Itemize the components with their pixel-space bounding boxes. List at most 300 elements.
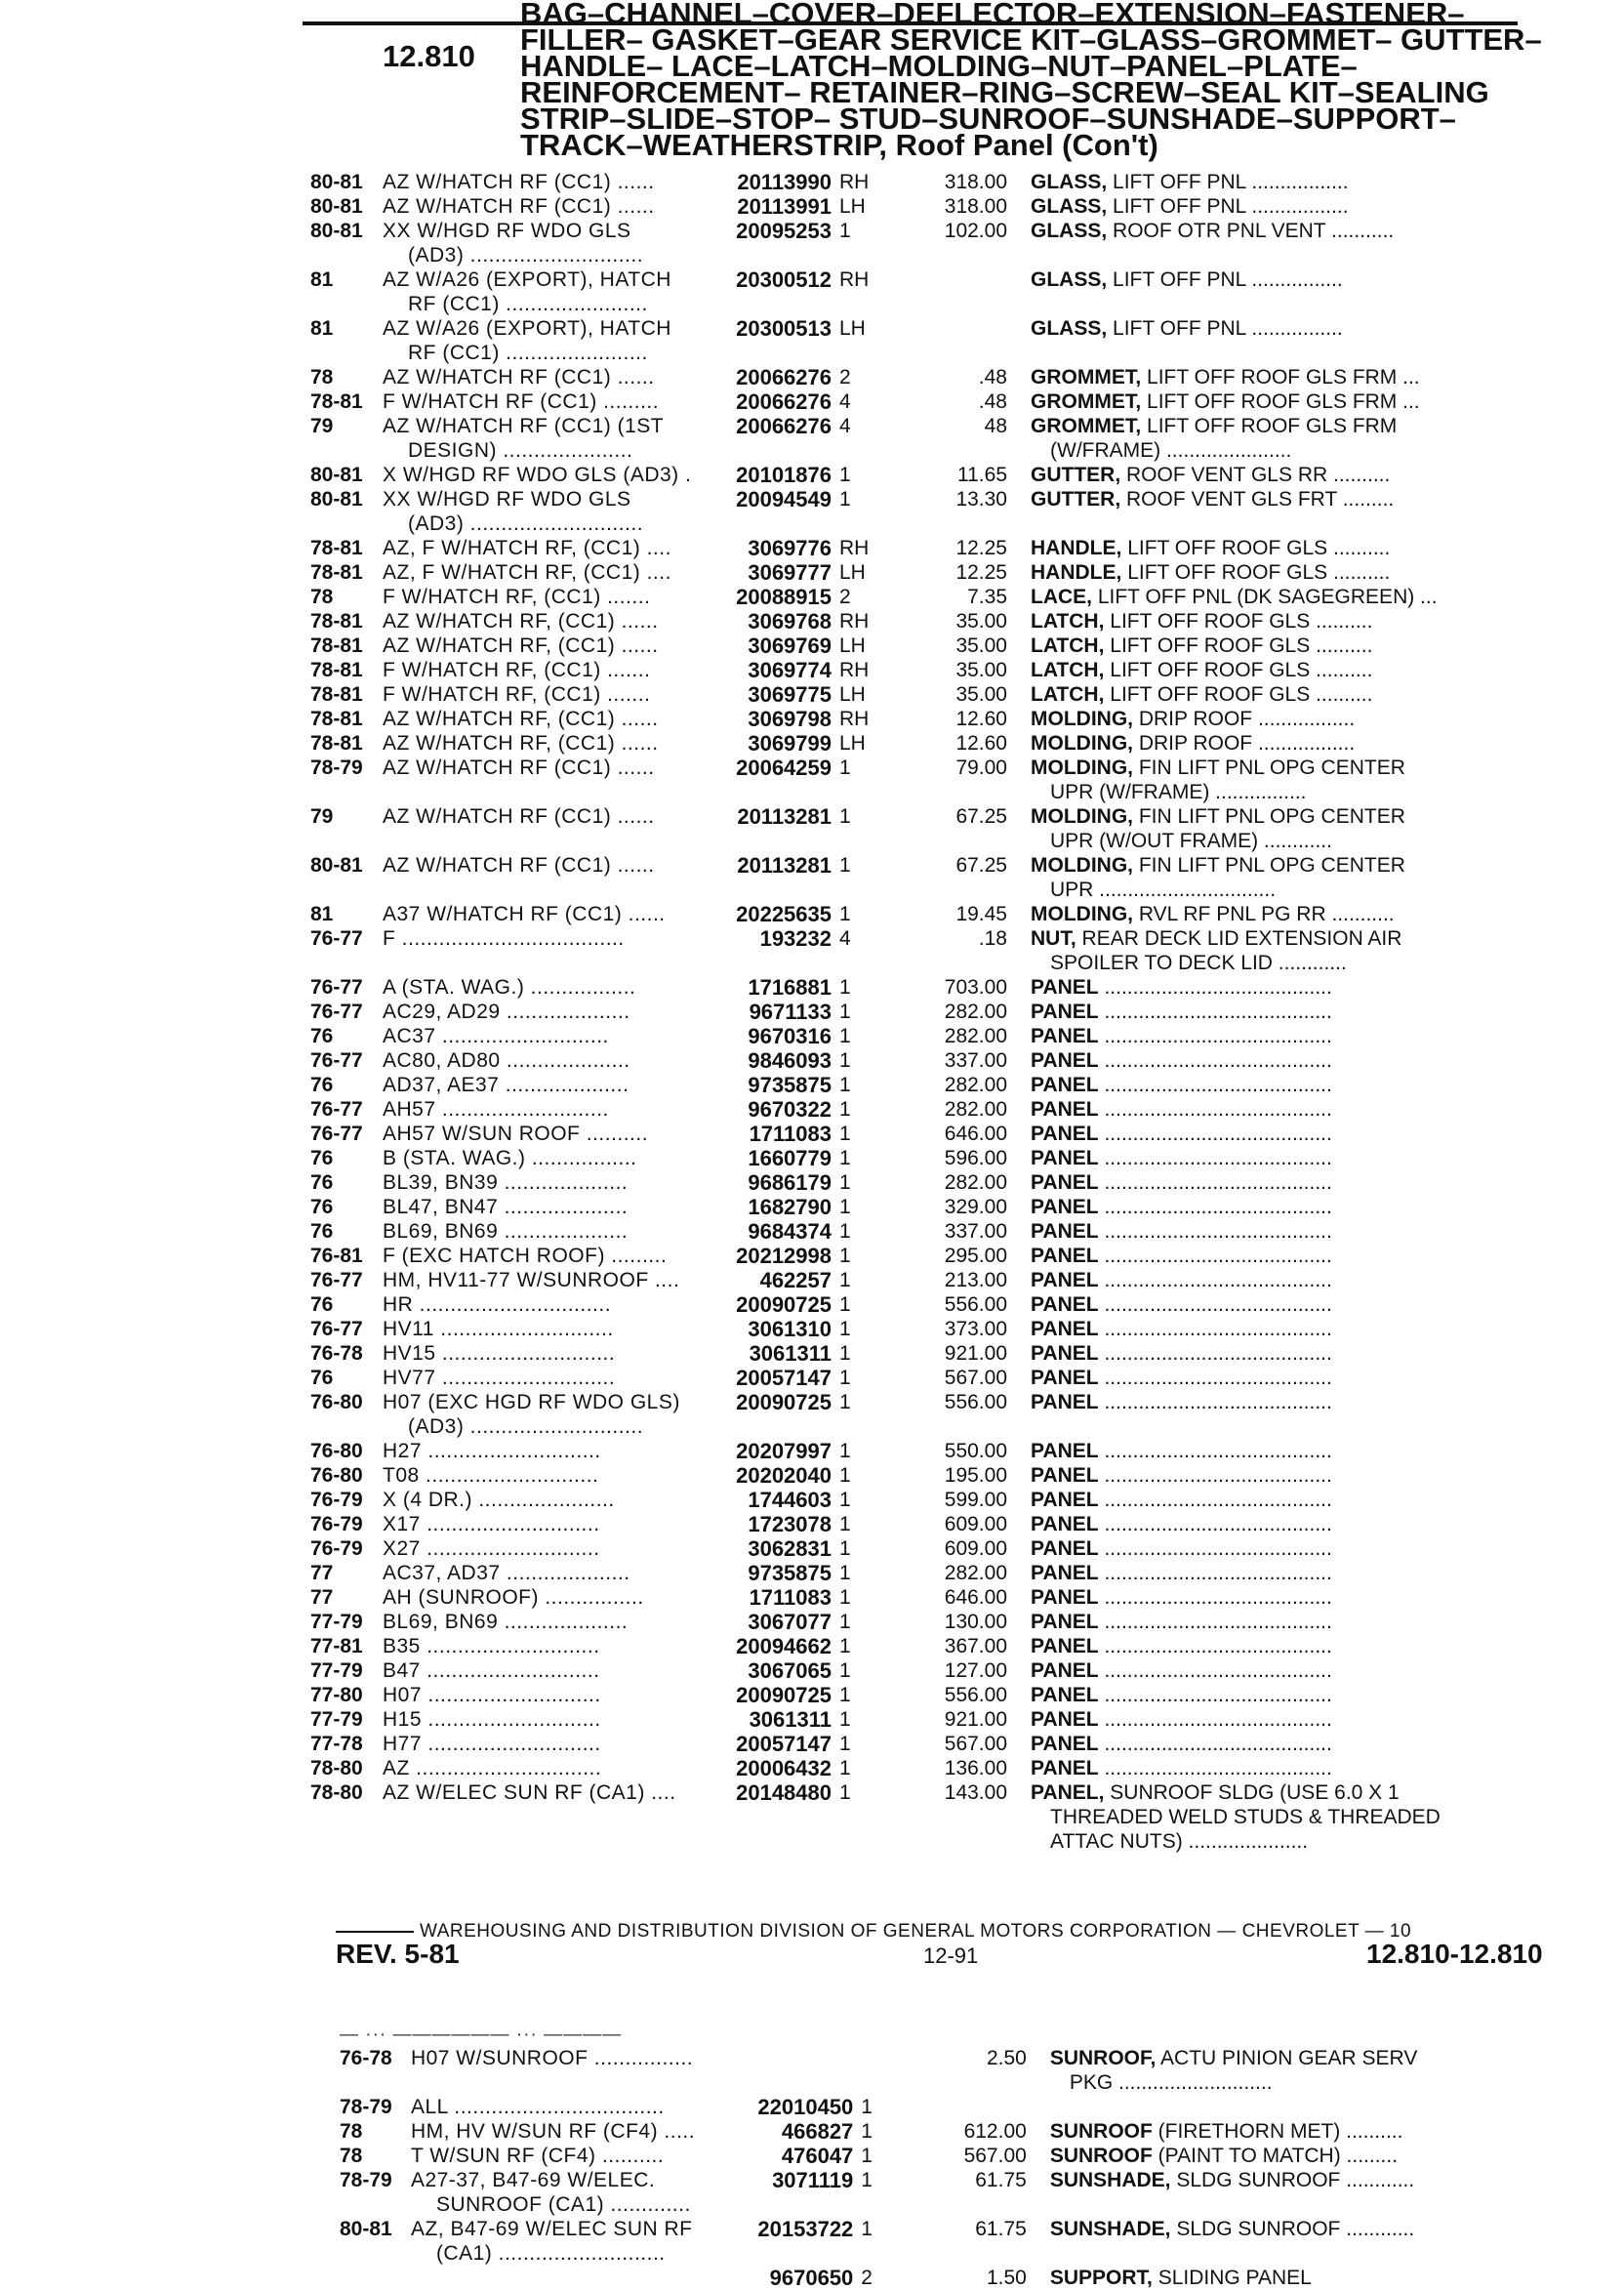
model-year: 76-77 [310,1001,363,1023]
description [1031,1268,1558,1292]
part-number: 3062831 [748,1536,832,1561]
description [1031,414,1558,463]
part-number: 20095253 [736,219,832,243]
part-noun: GROMMET, [1031,366,1142,388]
model-year: 76-77 [310,976,363,999]
table-row [310,1195,1589,1219]
table-row [310,1658,1589,1683]
description-text: LIFT OFF ROOF GLS FRM ... [1147,366,1420,388]
part-number: 9671133 [749,1000,832,1024]
description-text: ROOF OTR PNL VENT ........... [1113,220,1395,242]
description-text: LIFT OFF ROOF GLS .......... [1110,610,1373,633]
quantity: 1 [839,1098,851,1121]
table-row [340,2266,1569,2290]
quantity: 1 [861,2169,873,2191]
description-continued: THREADED WELD STUDS & THREADED [1050,1806,1441,1828]
part-number: 20090725 [736,1390,832,1414]
application [383,731,734,756]
quantity: 2 [839,586,851,608]
description [1031,1732,1558,1756]
list-price: 556.00 [944,1684,1007,1706]
table-row [310,170,1589,194]
quantity: 1 [839,1074,851,1096]
quantity: 1 [839,1367,851,1389]
description [1031,756,1558,804]
list-price: 556.00 [944,1391,1007,1413]
description [1031,1512,1558,1536]
description [1031,194,1558,219]
table-row [310,1122,1589,1146]
section-title-text: BAG–CHANNEL–COVER–DEFLECTOR–EXTENSION–FASTENER– FILLER– GASKET–GEAR SERVICE KIT–GLASS–GROMMET– GUTTER–HANDLE– LACE–LATCH–MOLDING–NUT–PANEL–PLATE– REINFORCEMENT– RETAINER–RING–SCREW–SEAL KIT–SEALING STRIP–SLIDE–STOP– STUD–SUNROOF–SUNSHADE–SUPPORT–TRACK–WEATHERSTRIP, [520,0,1542,162]
part-noun: MOLDING, [1031,805,1133,828]
description-text: ........................................ [1104,1391,1332,1413]
part-number: 20153722 [757,2217,854,2241]
application [383,1317,734,1341]
part-noun: SUNSHADE, [1049,2218,1171,2240]
quantity: 1 [839,1611,851,1633]
table-row [310,1146,1589,1170]
part-number: 20113991 [737,194,832,219]
model-year: 78-79 [340,2169,392,2191]
application [383,585,734,609]
part-noun: HANDLE, [1031,561,1122,584]
part-noun: PANEL [1031,1074,1099,1096]
description [1031,219,1558,243]
part-noun: PANEL [1031,1001,1099,1023]
description [1031,1317,1558,1341]
quantity: 1 [839,903,851,925]
model-year: 76-77 [310,1269,363,1291]
quantity: 1 [839,1123,851,1145]
description-text: ........................................ [1104,1586,1332,1609]
part-noun: SUPPORT, [1049,2267,1153,2289]
quantity: 1 [839,464,851,486]
description [1031,1195,1558,1219]
application-text: BL47, BN47 .................... [383,1196,629,1218]
model-year: 76 [310,1025,334,1047]
list-price: 373.00 [944,1318,1007,1340]
model-year: 76-77 [310,1049,363,1072]
quantity: 1 [861,2218,873,2240]
part-number: 9684374 [748,1219,832,1244]
part-number: 20057147 [736,1732,832,1756]
description [1031,1097,1558,1122]
model-year: 76-79 [310,1537,363,1560]
model-year: 76-81 [310,1245,363,1267]
model-year: 76 [310,1367,334,1389]
description [1031,975,1558,1000]
description [1031,1585,1558,1610]
part-number: 3061311 [749,1707,832,1732]
application [383,902,734,926]
quantity: 1 [839,1318,851,1340]
part-number: 9735875 [748,1073,832,1097]
table-row [310,1390,1589,1439]
footer-division-line: WAREHOUSING AND DISTRIBUTION DIVISION OF GENERAL MOTORS CORPORATION — CHEVROLET — 10 [336,1921,1569,1942]
table-row [310,1048,1589,1073]
description-text: ........................................ [1104,1293,1332,1316]
description-text: ........................................ [1104,1367,1332,1389]
table-row [310,804,1589,853]
part-noun: PANEL [1031,1464,1099,1487]
table-row [310,609,1589,634]
application-text: AZ W/HATCH RF (CC1) (1ST [383,415,665,437]
part-noun: PANEL [1031,1123,1099,1145]
application [383,975,734,1000]
model-year: 76-77 [310,927,363,950]
quantity: 1 [839,1171,851,1194]
model-year: 76-79 [310,1513,363,1535]
next-page-fragment [340,2030,1569,2290]
quantity: 1 [861,2120,873,2143]
quantity: 1 [839,1001,851,1023]
part-noun: PANEL [1031,1098,1099,1121]
description-text: ........................................ [1104,1684,1332,1706]
application [383,1292,734,1317]
part-number: 1716881 [748,975,832,1000]
part-noun: SUNROOF, [1049,2047,1157,2069]
application [411,2095,757,2119]
description [1031,1000,1558,1024]
list-price: 318.00 [944,171,1007,193]
list-price: 295.00 [944,1245,1007,1267]
model-year: 78-80 [310,1781,363,1804]
model-year: 78 [340,2145,363,2167]
part-noun: PANEL [1031,1537,1099,1560]
table-row [310,707,1589,731]
list-price: 67.25 [955,805,1007,828]
part-noun: PANEL [1031,1708,1099,1731]
description [1031,1244,1558,1268]
application-continued: (AD3) ............................ [408,244,644,266]
quantity: 1 [839,1342,851,1365]
part-number: 20066276 [736,365,832,389]
description [1031,170,1558,194]
application [383,1732,734,1756]
part-noun: PANEL [1031,1391,1099,1413]
list-price: 1.50 [986,2267,1027,2289]
footer-page-number: 12-91 [923,1943,979,1968]
application [383,1463,734,1488]
description-text: LIFT OFF ROOF GLS FRM ... [1147,390,1420,413]
part-noun: PANEL [1031,1733,1099,1755]
table-row [310,1219,1589,1244]
model-year: 76-80 [310,1391,363,1413]
list-price: 567.00 [963,2145,1027,2167]
description-text: ROOF VENT GLS FRT ......... [1126,488,1395,511]
description [1031,365,1558,389]
description-text: ........................................ [1104,1001,1332,1023]
application [383,1268,734,1292]
quantity: 1 [839,1464,851,1487]
part-noun: GUTTER, [1031,488,1121,511]
application-text: HV15 ............................ [383,1342,616,1365]
description-continued: UPR (W/OUT FRAME) ............ [1050,830,1332,852]
table-row [310,1097,1589,1122]
list-price: 61.75 [975,2218,1027,2240]
list-price: 48 [984,415,1007,437]
part-number: 20064259 [736,756,832,780]
application [383,926,734,951]
application-text: X W/HGD RF WDO GLS (AD3) . [383,464,692,486]
list-price: 79.00 [955,757,1007,779]
table-row [310,1317,1589,1341]
table-row [310,634,1589,658]
description-continued: (W/FRAME) ...................... [1050,439,1292,462]
application [383,1097,734,1122]
description-text: ........................................ [1104,1147,1332,1169]
description-text: (FIRETHORN MET) .......... [1157,2120,1403,2143]
application-text: X (4 DR.) ...................... [383,1489,615,1511]
table-row [310,219,1589,267]
table-row [340,2144,1569,2168]
part-number: 20094662 [736,1634,832,1658]
description [1031,609,1558,634]
application-text: H27 ............................ [383,1440,601,1462]
part-number: 3069776 [748,536,832,560]
part-noun: GROMMET, [1031,415,1142,437]
description [1031,926,1558,975]
application [383,756,734,780]
list-price: .48 [978,366,1007,388]
application [383,1366,734,1390]
part-number: 3061311 [749,1341,832,1366]
table-row [340,2095,1569,2119]
description [1031,389,1558,414]
description-text: REAR DECK LID EXTENSION AIR [1081,927,1402,950]
description [1050,2168,1569,2192]
model-year: 81 [310,317,334,340]
part-number: 20300513 [736,316,832,341]
part-noun: MOLDING, [1031,854,1133,877]
table-row [310,1488,1589,1512]
model-year: 78-81 [310,659,363,681]
quantity: 1 [839,1049,851,1072]
part-noun: PANEL [1031,1293,1099,1316]
part-noun: PANEL [1031,1513,1099,1535]
application-text: BL69, BN69 .................... [383,1220,629,1243]
application [383,1439,734,1463]
description [1031,1683,1558,1707]
part-number: 3067065 [748,1658,832,1683]
part-number: 1682790 [748,1195,832,1219]
application-continued: (AD3) ............................ [408,512,644,535]
part-number: 20066276 [736,389,832,414]
application-text: F W/HATCH RF, (CC1) ....... [383,586,651,608]
description-text: FIN LIFT PNL OPG CENTER [1138,854,1405,877]
table-row [310,975,1589,1000]
list-price: 337.00 [944,1220,1007,1243]
application-text: HV11 ............................ [383,1318,614,1340]
description-text: SLDG SUNROOF ............ [1176,2169,1415,2191]
description-text: SLDG SUNROOF ............ [1176,2218,1415,2240]
description [1050,2119,1569,2144]
model-year: 80-81 [310,464,363,486]
table-row [310,1341,1589,1366]
description [1031,1658,1558,1683]
quantity: 1 [839,1537,851,1560]
application-continued: (AD3) ............................ [408,1415,644,1438]
description-text: ROOF VENT GLS RR .......... [1126,464,1391,486]
description [1050,2266,1569,2290]
part-number: 3069775 [748,682,832,707]
application [383,267,734,316]
description [1031,634,1558,658]
table-row [310,585,1589,609]
application [383,1658,734,1683]
part-number: 20090725 [736,1292,832,1317]
application-text: AZ W/HATCH RF (CC1) ...... [383,805,655,828]
description-text: LIFT OFF ROOF GLS .......... [1110,683,1373,706]
description-text: ........................................ [1104,1171,1332,1194]
part-number: 20101876 [736,463,832,487]
description [1031,1366,1558,1390]
part-noun: LATCH, [1031,659,1105,681]
application [383,1170,734,1195]
list-price: .18 [978,927,1007,950]
description-text: (PAINT TO MATCH) ......... [1157,2145,1399,2167]
quantity: 1 [839,1147,851,1169]
description-text: DRIP ROOF ................. [1138,708,1356,730]
application-text: B35 ............................ [383,1635,600,1657]
description [1031,1536,1558,1561]
part-number: 9846093 [748,1048,832,1073]
quantity: 1 [839,1196,851,1218]
application [383,853,734,878]
table-row [310,267,1589,316]
quantity: 1 [839,1733,851,1755]
part-noun: HANDLE, [1031,537,1122,559]
application-text: BL39, BN39 .................... [383,1171,629,1194]
quantity: LH [839,195,866,218]
application-text: AZ, F W/HATCH RF, (CC1) .... [383,537,671,559]
part-noun: MOLDING, [1031,708,1133,730]
list-price: 921.00 [944,1708,1007,1731]
table-row [310,536,1589,560]
list-price: 282.00 [944,1098,1007,1121]
application [383,365,734,389]
part-noun: GROMMET, [1031,390,1142,413]
part-noun: GLASS, [1031,317,1108,340]
application-text: H07 (EXC HGD RF WDO GLS) [383,1391,680,1413]
application-text: AH57 ........................... [383,1098,609,1121]
list-price: 612.00 [963,2120,1027,2143]
part-number: 3069777 [748,560,832,585]
application [411,2217,757,2266]
table-row [310,1756,1589,1780]
application-text: AZ W/A26 (EXPORT), HATCH [383,317,671,340]
table-row [310,1000,1589,1024]
quantity: 4 [839,390,851,413]
application-text: HV77 ............................ [383,1367,616,1389]
quantity: 1 [839,1684,851,1706]
description-text: FIN LIFT PNL OPG CENTER [1138,757,1405,779]
part-number: 462257 [759,1268,832,1292]
description-continued: PKG ........................... [1069,2071,1273,2094]
application [383,682,734,707]
description [1050,2144,1569,2168]
quantity: 1 [839,1513,851,1535]
description [1031,487,1558,511]
list-price: 19.45 [955,903,1007,925]
table-row [310,853,1589,902]
model-year: 76 [310,1171,334,1194]
model-year: 77-79 [310,1611,363,1633]
application [383,316,734,365]
list-price: 550.00 [944,1440,1007,1462]
model-year: 78-79 [340,2096,392,2118]
list-price: 282.00 [944,1562,1007,1584]
part-noun: LATCH, [1031,634,1105,657]
application [383,1048,734,1073]
description [1031,1439,1558,1463]
part-number: 20088915 [736,585,832,609]
description-text: ........................................ [1104,1659,1332,1682]
list-price: 556.00 [944,1293,1007,1316]
quantity: 1 [839,1586,851,1609]
part-noun: PANEL [1031,1220,1099,1243]
application-text: A27-37, B47-69 W/ELEC. [410,2169,656,2191]
model-year: 77-80 [310,1684,363,1706]
quantity: 1 [839,805,851,828]
description [1031,1073,1558,1097]
description [1031,1122,1558,1146]
quantity: LH [839,561,866,584]
quantity: RH [839,171,870,193]
application-text: AZ W/HATCH RF (CC1) ...... [383,366,655,388]
list-price: 7.35 [967,586,1007,608]
description [1031,1780,1558,1854]
table-row [310,1780,1589,1854]
description [1031,902,1558,926]
description [1031,707,1558,731]
quantity: 1 [839,1562,851,1584]
model-year: 76-78 [310,1342,363,1365]
application [383,1219,734,1244]
part-noun: LATCH, [1031,683,1105,706]
model-year: 76-77 [310,1318,363,1340]
model-year: 78-81 [310,537,363,559]
part-number: 20090725 [736,1683,832,1707]
application [383,804,734,829]
model-year: 76-77 [310,1098,363,1121]
model-year: 76 [310,1147,334,1169]
part-noun: PANEL [1031,1635,1099,1657]
part-number: 20212998 [736,1244,832,1268]
part-number: 9670316 [748,1024,832,1048]
description [1031,1561,1558,1585]
model-year: 80-81 [310,488,363,511]
model-year: 77-78 [310,1733,363,1755]
application [383,414,734,463]
description-text: LIFT OFF PNL ................ [1113,268,1343,291]
quantity: 4 [839,415,851,437]
table-row [310,1463,1589,1488]
application-text: AC29, AD29 .................... [383,1001,630,1023]
model-year: 78 [340,2120,363,2143]
application [383,194,734,219]
table-row [310,731,1589,756]
quantity: 1 [839,1293,851,1316]
list-price: 609.00 [944,1513,1007,1535]
part-number: 20202040 [736,1463,832,1488]
description-continued: SPOILER TO DECK LID ............ [1050,952,1347,974]
table-row [310,365,1589,389]
part-noun: PANEL [1031,1440,1099,1462]
part-noun: MOLDING, [1031,903,1133,925]
application [383,1756,734,1780]
application-text: AZ W/A26 (EXPORT), HATCH [383,268,671,291]
